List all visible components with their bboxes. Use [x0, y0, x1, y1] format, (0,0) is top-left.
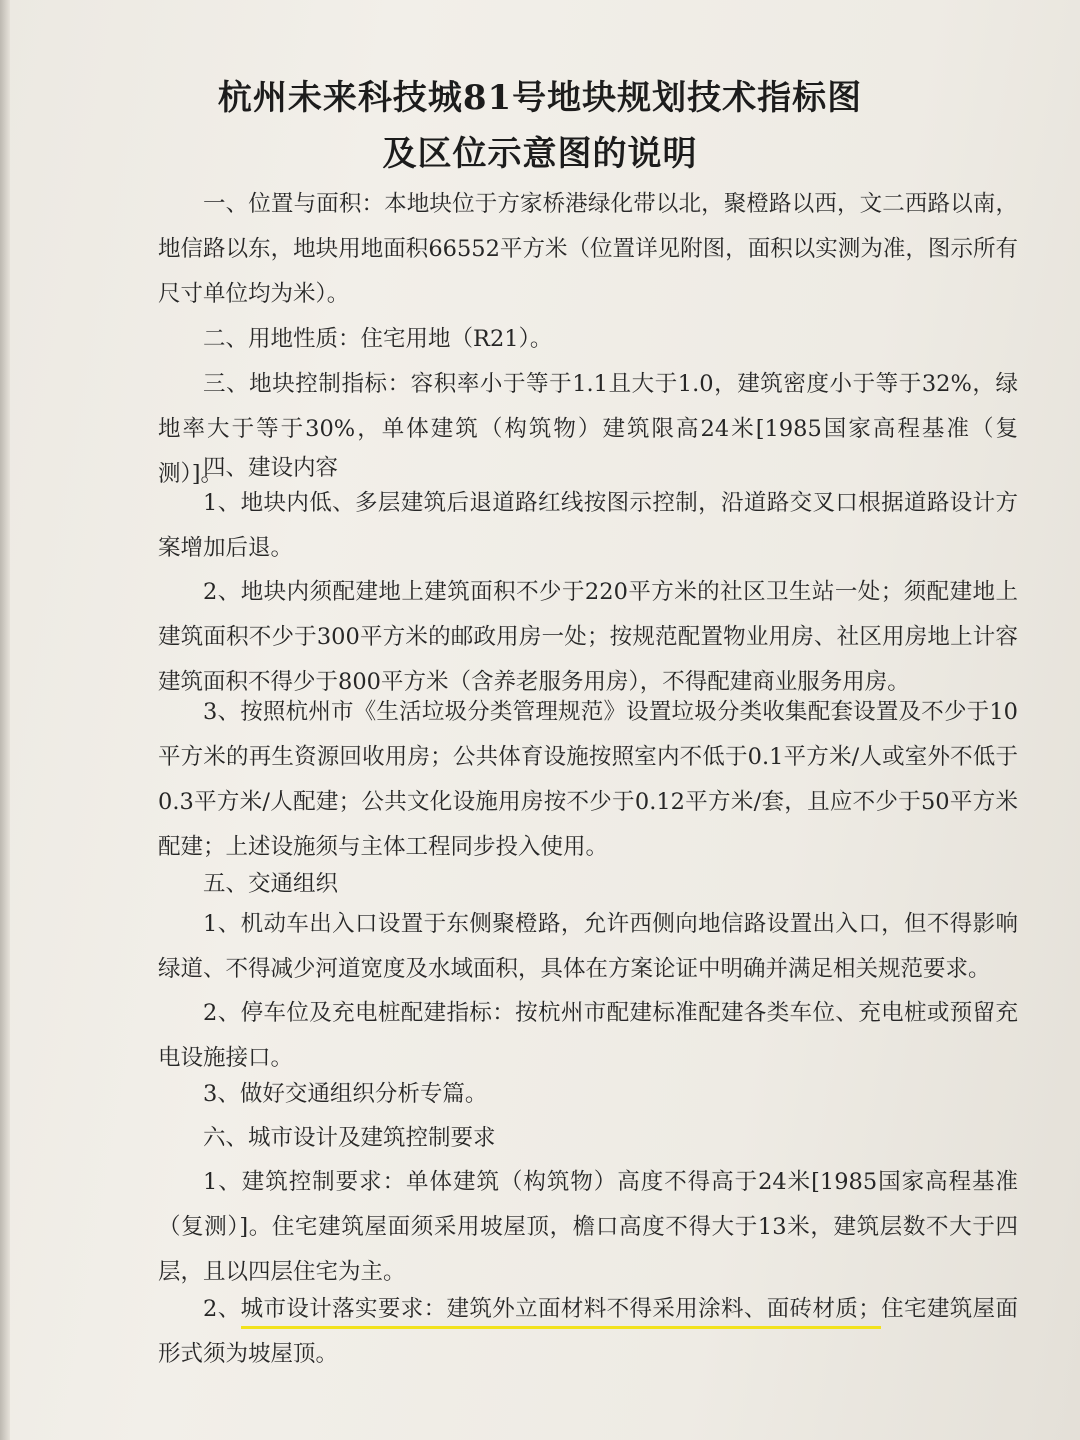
section-traffic-heading: 五、交通组织 [203, 871, 339, 897]
section-construction-item-3: 3、按照杭州市《生活垃圾分类管理规范》设置垃圾分类收集配套设置及不少于10平方米的再生资源回收用房；公共体育设施按照室内不低于0.1平方米/人或室外不低于0.3平方米/人配建；公共文化设施用房按不少于0.12平方米/套，且应不少于50平方米配建；上述设施须与主体工程同步投入使用。 [158, 699, 1018, 860]
section-construction-item-2: 2、地块内须配建地上建筑面积不少于220平方米的社区卫生站一处；须配建地上建筑面积不少于300平方米的邮政用房一处；按规范配置物业用房、社区用房地上计容建筑面积不得少于800平方米（含养老服务用房），不得配建商业服务用房。 [158, 579, 1018, 695]
section-urban-design-item-2 [158, 1287, 1018, 1377]
section-construction-item-1: 1、地块内低、多层建筑后退道路红线按图示控制，沿道路交叉口根据道路设计方案增加后退。 [158, 490, 1018, 561]
document-title-line1: 杭州未来科技城81号地块规划技术指标图 [217, 78, 863, 118]
section-control-indicators: 三、地块控制指标：容积率小于等于1.1且大于1.0，建筑密度小于等于32%，绿地率大于等于30%，单体建筑（构筑物）建筑限高24米[1985国家高程基准（复测）]。 [158, 371, 1018, 487]
section-land-use: 二、用地性质：住宅用地（R21）。 [203, 326, 553, 352]
item-2-prefix: 2、 [203, 1296, 241, 1322]
section-construction-heading: 四、建设内容 [203, 455, 339, 481]
item-2-suffix: 住宅建筑屋面形式须为坡屋顶。 [158, 1296, 1018, 1367]
page-edge-shadow [0, 0, 10, 1440]
section-traffic-item-2: 2、停车位及充电桩配建指标：按杭州市配建标准配建各类车位、充电桩或预留充电设施接口。 [158, 1000, 1018, 1071]
section-traffic-item-1: 1、机动车出入口设置于东侧聚橙路，允许西侧向地信路设置出入口，但不得影响绿道、不得减少河道宽度及水域面积，具体在方案论证中明确并满足相关规范要求。 [158, 911, 1018, 982]
section-urban-design-heading: 六、城市设计及建筑控制要求 [203, 1125, 496, 1151]
section-traffic-item-3: 3、做好交通组织分析专篇。 [203, 1081, 488, 1107]
highlighted-requirement: 城市设计落实要求：建筑外立面材料不得采用涂料、面砖材质； [241, 1296, 881, 1329]
document-title-line2: 及区位示意图的说明 [382, 134, 698, 174]
section-location-area: 一、位置与面积：本地块位于方家桥港绿化带以北，聚橙路以西，文二西路以南，地信路以东，地块用地面积66552平方米（位置详见附图，面积以实测为准，图示所有尺寸单位均为米）。 [158, 191, 1018, 307]
section-urban-design-item-1: 1、建筑控制要求：单体建筑（构筑物）高度不得高于24米[1985国家高程基准（复测）]。住宅建筑屋面须采用坡屋顶，檐口高度不得大于13米，建筑层数不大于四层，且以四层住宅为主。 [158, 1169, 1018, 1285]
